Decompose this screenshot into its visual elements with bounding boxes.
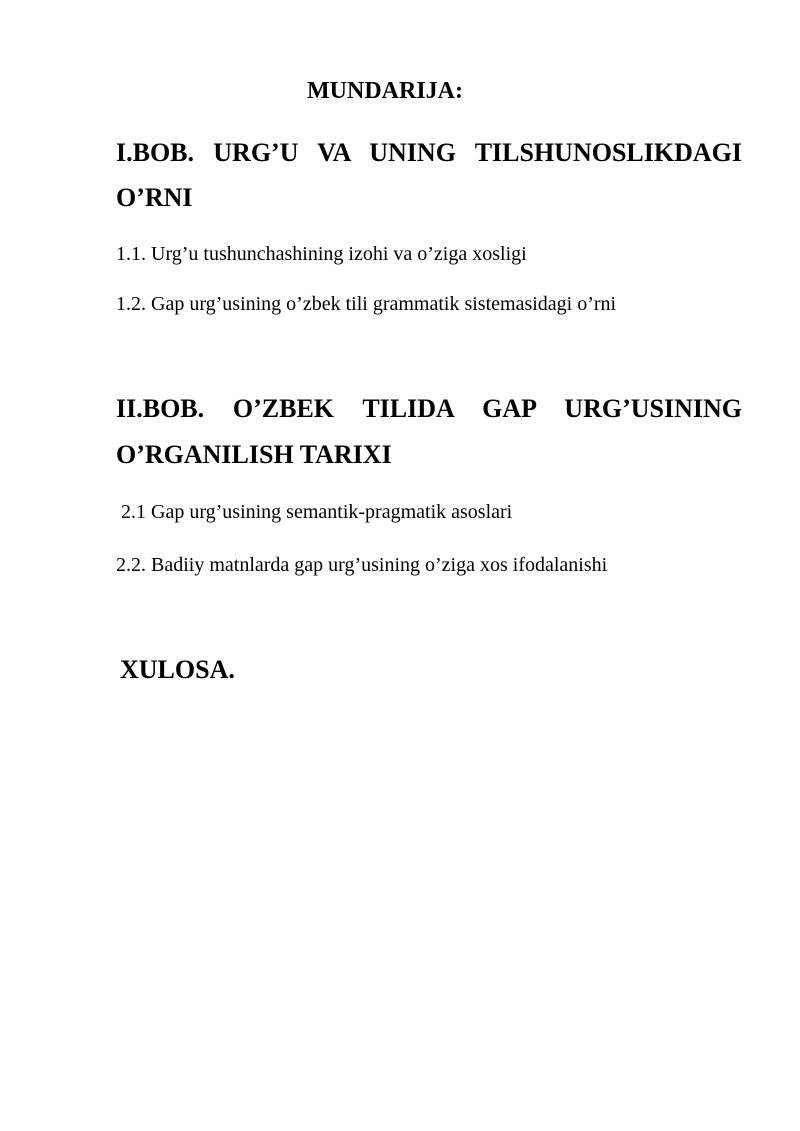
chapter-1-heading-continued: O’RNI [116,183,193,212]
toc-item-1-1: 1.1. Urg’u tushunchashining izohi va o’ziga xosligi [116,243,527,265]
toc-title: MUNDARIJA: [307,78,463,104]
toc-item-2-1: 2.1 Gap urg’usining semantik-pragmatik asoslari [121,501,513,523]
toc-item-1-2: 1.2. Gap urg’usining o’zbek tili grammatik sistemasidagi o’rni [116,293,617,315]
conclusion-heading: XULOSA. [120,655,235,684]
chapter-2-heading-continued: O’RGANILISH TARIXI [116,440,392,469]
chapter-1-heading: I.BOB. URG’U VA UNING TILSHUNOSLIKDAGI [116,138,742,167]
toc-item-2-2: 2.2. Badiiy matnlarda gap urg’usining o’ziga xos ifodalanishi [116,554,608,576]
chapter-2-heading: II.BOB. O’ZBEK TILIDA GAP URG’USINING [116,394,742,423]
